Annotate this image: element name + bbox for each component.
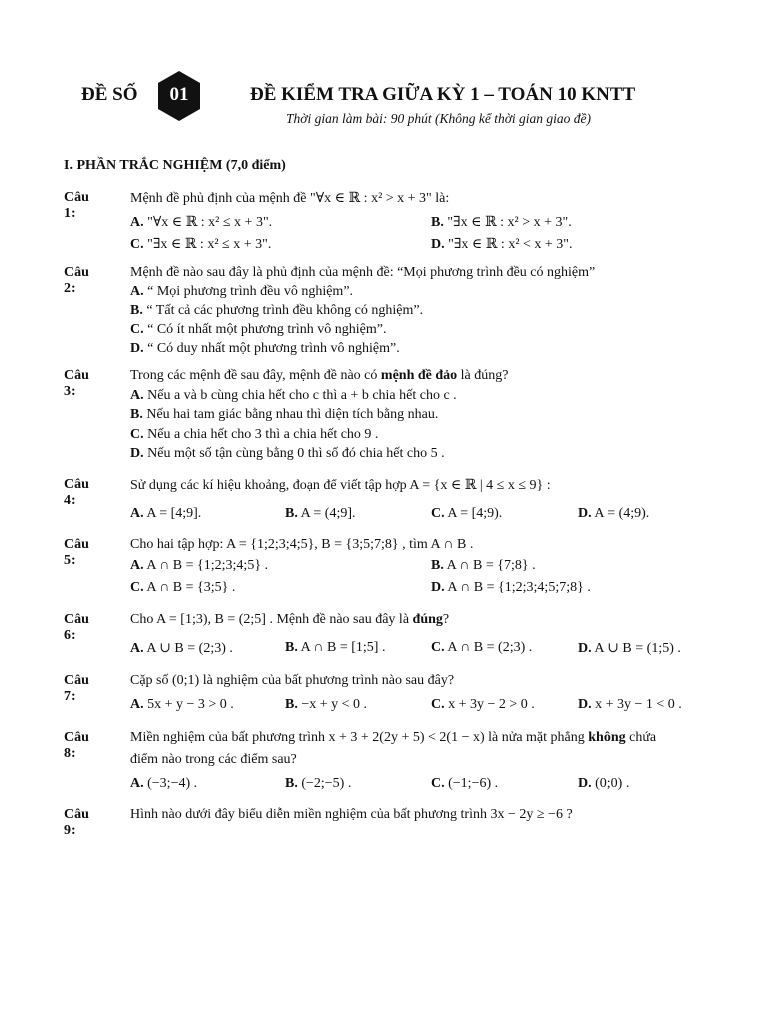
option-b[interactable]: B. A ∩ B = {7;8} . bbox=[431, 558, 536, 573]
option-a[interactable]: A. Nếu a và b cùng chia hết cho c thì a + b chia hết cho c . bbox=[130, 388, 457, 403]
option-c[interactable]: C. "∃x ∈ ℝ : x² ≤ x + 3". bbox=[130, 237, 272, 252]
question-label: Câu 5: bbox=[64, 537, 89, 568]
exam-subtitle: Thời gian làm bài: 90 phút (Không kể thời gian giao đề) bbox=[286, 111, 592, 126]
option-c[interactable]: C. A ∩ B = {3;5} . bbox=[130, 580, 236, 595]
option-d[interactable]: D. x + 3y − 1 < 0 . bbox=[578, 697, 682, 712]
question-text: Miền nghiệm của bất phương trình x + 3 + 2(2y + 5) < 2(1 − x) là nửa mặt phẳng không chứa bbox=[130, 730, 657, 745]
option-d[interactable]: D. “ Có duy nhất một phương trình vô nghiệm”. bbox=[130, 341, 400, 356]
question-label: Câu 9: bbox=[64, 807, 89, 838]
option-c[interactable]: C. (−1;−6) . bbox=[431, 776, 499, 791]
exam-title: ĐỀ KIỂM TRA GIỮA KỲ 1 – TOÁN 10 KNTT bbox=[250, 84, 636, 105]
option-a[interactable]: A. "∀x ∈ ℝ : x² ≤ x + 3". bbox=[130, 215, 273, 230]
option-d[interactable]: D. A ∩ B = {1;2;3;4;5;7;8} . bbox=[431, 580, 591, 595]
option-b[interactable]: B. A ∩ B = [1;5] . bbox=[285, 640, 386, 655]
option-d[interactable]: D. A ∪ B = (1;5) . bbox=[578, 641, 681, 656]
section-heading: I. PHẦN TRẮC NGHIỆM (7,0 điểm) bbox=[64, 158, 286, 173]
question-text: Mệnh đề phủ định của mệnh đề "∀x ∈ ℝ : x² > x + 3" là: bbox=[130, 191, 450, 206]
option-b[interactable]: B. “ Tất cả các phương trình đều không có nghiệm”. bbox=[130, 303, 424, 318]
option-a[interactable]: A. (−3;−4) . bbox=[130, 776, 198, 791]
question-text: Cặp số (0;1) là nghiệm của bất phương trình nào sau đây? bbox=[130, 673, 455, 688]
question-label: Câu 2: bbox=[64, 265, 89, 296]
option-a[interactable]: A. “ Mọi phương trình đều vô nghiệm”. bbox=[130, 284, 354, 299]
option-b[interactable]: B. −x + y < 0 . bbox=[285, 697, 368, 712]
question-text: Mệnh đề nào sau đây là phủ định của mệnh đề: “Mọi phương trình đều có nghiệm” bbox=[130, 265, 596, 280]
question-text: Sử dụng các kí hiệu khoảng, đoạn để viết tập hợp A = {x ∈ ℝ | 4 ≤ x ≤ 9} : bbox=[130, 478, 551, 493]
question-label: Câu 8: bbox=[64, 730, 89, 761]
exam-number: 01 bbox=[169, 84, 189, 105]
option-b[interactable]: B. Nếu hai tam giác bằng nhau thì diện tích bằng nhau. bbox=[130, 407, 439, 422]
exam-number-label: ĐỀ SỐ bbox=[81, 84, 138, 105]
option-c[interactable]: C. “ Có ít nhất một phương trình vô nghiệm”. bbox=[130, 322, 387, 337]
option-a[interactable]: A. A ∪ B = (2;3) . bbox=[130, 641, 233, 656]
option-c[interactable]: C. A ∩ B = (2;3) . bbox=[431, 640, 533, 655]
question-label: Câu 4: bbox=[64, 477, 89, 508]
option-d[interactable]: D. Nếu một số tận cùng bằng 0 thì số đó chia hết cho 5 . bbox=[130, 446, 445, 461]
option-c[interactable]: C. x + 3y − 2 > 0 . bbox=[431, 697, 535, 712]
option-b[interactable]: B. (−2;−5) . bbox=[285, 776, 352, 791]
option-a[interactable]: A. A ∩ B = {1;2;3;4;5} . bbox=[130, 558, 269, 573]
option-b[interactable]: B. A = (4;9]. bbox=[285, 506, 356, 521]
option-d[interactable]: D. "∃x ∈ ℝ : x² < x + 3". bbox=[431, 237, 573, 252]
option-a[interactable]: A. 5x + y − 3 > 0 . bbox=[130, 697, 234, 712]
question-label: Câu 6: bbox=[64, 612, 89, 643]
question-label: Câu 1: bbox=[64, 190, 89, 221]
hexagon-badge bbox=[157, 70, 201, 122]
question-text: Trong các mệnh đề sau đây, mệnh đề nào có mệnh đề đảo là đúng? bbox=[130, 368, 509, 383]
option-b[interactable]: B. "∃x ∈ ℝ : x² > x + 3". bbox=[431, 215, 572, 230]
question-label: Câu 3: bbox=[64, 368, 89, 399]
option-c[interactable]: C. A = [4;9). bbox=[431, 506, 503, 521]
question-label: Câu 7: bbox=[64, 673, 89, 704]
option-d[interactable]: D. A = (4;9). bbox=[578, 506, 650, 521]
question-text: Cho A = [1;3), B = (2;5] . Mệnh đề nào sau đây là đúng? bbox=[130, 612, 450, 627]
option-d[interactable]: D. (0;0) . bbox=[578, 776, 630, 791]
question-text-continued: điểm nào trong các điểm sau? bbox=[130, 752, 297, 767]
question-text: Cho hai tập hợp: A = {1;2;3;4;5}, B = {3;5;7;8} , tìm A ∩ B . bbox=[130, 537, 474, 552]
question-text: Hình nào dưới đây biểu diễn miền nghiệm của bất phương trình 3x − 2y ≥ −6 ? bbox=[130, 807, 573, 822]
option-c[interactable]: C. Nếu a chia hết cho 3 thì a chia hết cho 9 . bbox=[130, 427, 379, 442]
option-a[interactable]: A. A = [4;9]. bbox=[130, 506, 202, 521]
